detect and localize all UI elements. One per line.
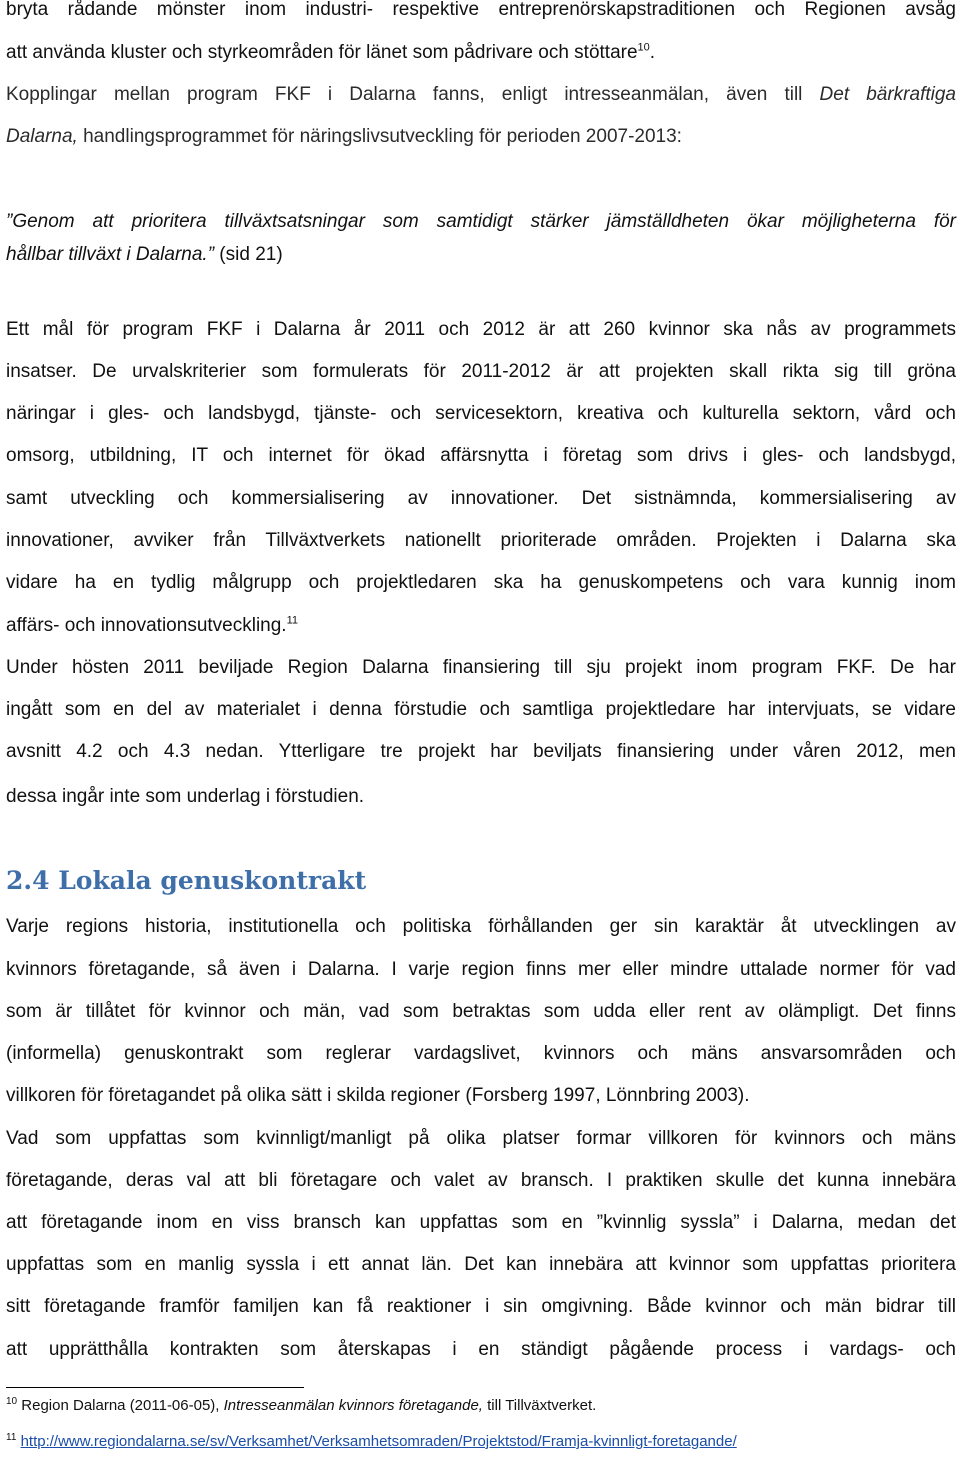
goal-line-6: innovationer, avviker från Tillväxtverkets nationellt prioriterade områden. Projekten i Dalarna ska	[6, 530, 956, 551]
goal-line-4: omsorg, utbildning, IT och internet för ökad affärsnytta i företag som drivs i gles- och landsbygd,	[6, 445, 956, 466]
perception-line-2: företagande, deras val att bli företagare och valet av bransch. I praktiken skulle det kunna innebära	[6, 1170, 956, 1191]
goal-line-8: affärs- och innovationsutveckling.$^{11}$	[6, 614, 299, 636]
goal-line-3: näringar i gles- och landsbygd, tjänste- och servicesektorn, kreativa och kulturella sektorn, vård och	[6, 403, 956, 424]
footnote-separator	[6, 1387, 304, 1388]
perception-line-5: sitt företagande framför familjen kan få reaktioner i sin omgivning. Både kvinnor och män bidrar till	[6, 1296, 956, 1317]
region-line-3: som är tillåtet för kvinnor och män, vad som betraktas som udda eller rent av olämpligt. Det finns	[6, 1001, 956, 1022]
perception-line-4: uppfattas som en manlig syssla i ett annat län. Det kan innebära att kvinnor som uppfattas prioritera	[6, 1254, 956, 1275]
region-line-1: Varje regions historia, institutionella och politiska förhållanden ger sin karaktär åt utvecklingen av	[6, 916, 956, 937]
intro-line-4: Dalarna, handlingsprogrammet för näringslivsutveckling för perioden 2007-2013:	[6, 126, 682, 147]
perception-line-6: att upprätthålla kontrakten som återskapas i en ständigt pågående process i vardags- och	[6, 1339, 956, 1360]
goal-line-2: insatser. De urvalskriterier som formulerats för 2011-2012 är att projekten skall rikta sig till gröna	[6, 361, 956, 382]
quote-line-2: hållbar tillväxt i Dalarna.” (sid 21)	[6, 244, 283, 265]
intro-line-2: att använda kluster och styrkeområden för länet som pådrivare och stöttare$^{10}$.	[6, 41, 656, 63]
autumn-line-4: dessa ingår inte som underlag i förstudien.	[6, 786, 365, 807]
intro-line-1: bryta rådande mönster inom industri- respektive entreprenörskapstraditionen och Regionen avsåg	[6, 0, 956, 20]
footnote-11-link[interactable]: http://www.regiondalarna.se/sv/Verksamhet/Verksamhetsomraden/Projektstod/Framja-kvinnligt-foretagande/	[20, 1433, 737, 1450]
intro-line-3: Kopplingar mellan program FKF i Dalarna fanns, enligt intresseanmälan, även till Det bärkraftiga	[6, 84, 956, 105]
region-line-2: kvinnors företagande, så även i Dalarna. I varje region finns mer eller mindre uttalade normer för vad	[6, 959, 956, 980]
autumn-line-1: Under hösten 2011 beviljade Region Dalarna finansiering till sju projekt inom program FKF. De har	[6, 657, 956, 678]
quote-line-1: ”Genom att prioritera tillväxtsatsningar som samtidigt stärker jämställdheten ökar möjligheterna för	[6, 211, 956, 232]
perception-line-3: att företagande inom en viss bransch kan uppfattas som en ”kvinnlig syssla” i Dalarna, medan det	[6, 1212, 956, 1233]
region-line-5: villkoren för företagandet på olika sätt i skilda regioner (Forsberg 1997, Lönnbring 2003).	[6, 1085, 750, 1106]
section-heading: 2.4 Lokala genuskontrakt	[6, 866, 367, 895]
footnote-ref-11[interactable]: 11	[286, 614, 299, 627]
footnote-ref-10[interactable]: 10	[637, 41, 650, 54]
autumn-line-3: avsnitt 4.2 och 4.3 nedan. Ytterligare tre projekt har beviljats finansiering under våren 2012, men	[6, 741, 956, 762]
goal-line-1: Ett mål för program FKF i Dalarna år 2011 och 2012 är att 260 kvinnor ska nås av programmets	[6, 319, 956, 340]
perception-line-1: Vad som uppfattas som kvinnligt/manligt på olika platser formar villkoren för kvinnors och mäns	[6, 1128, 956, 1149]
goal-line-5: samt utveckling och kommersialisering av innovationer. Det sistnämnda, kommersialisering av	[6, 488, 956, 509]
footnote-10: $^{10}$ Region Dalarna (2011-06-05), Intresseanmälan kvinnors företagande, till Tillväxtverket.	[6, 1396, 597, 1414]
autumn-line-2: ingått som en del av materialet i denna förstudie och samtliga projektledare har intervjuats, se vidare	[6, 699, 956, 720]
region-line-4: (informella) genuskontrakt som reglerar vardagslivet, kvinnors och mäns ansvarsområden och	[6, 1043, 956, 1064]
goal-line-7: vidare ha en tydlig målgrupp och projektledaren ska ha genuskompetens och vara kunnig inom	[6, 572, 956, 593]
footnote-11: $^{11}$ http://www.regiondalarna.se/sv/Verksamhet/Verksamhetsomraden/Projektstod/Framja-kvinnligt-foretagande/	[6, 1432, 737, 1450]
